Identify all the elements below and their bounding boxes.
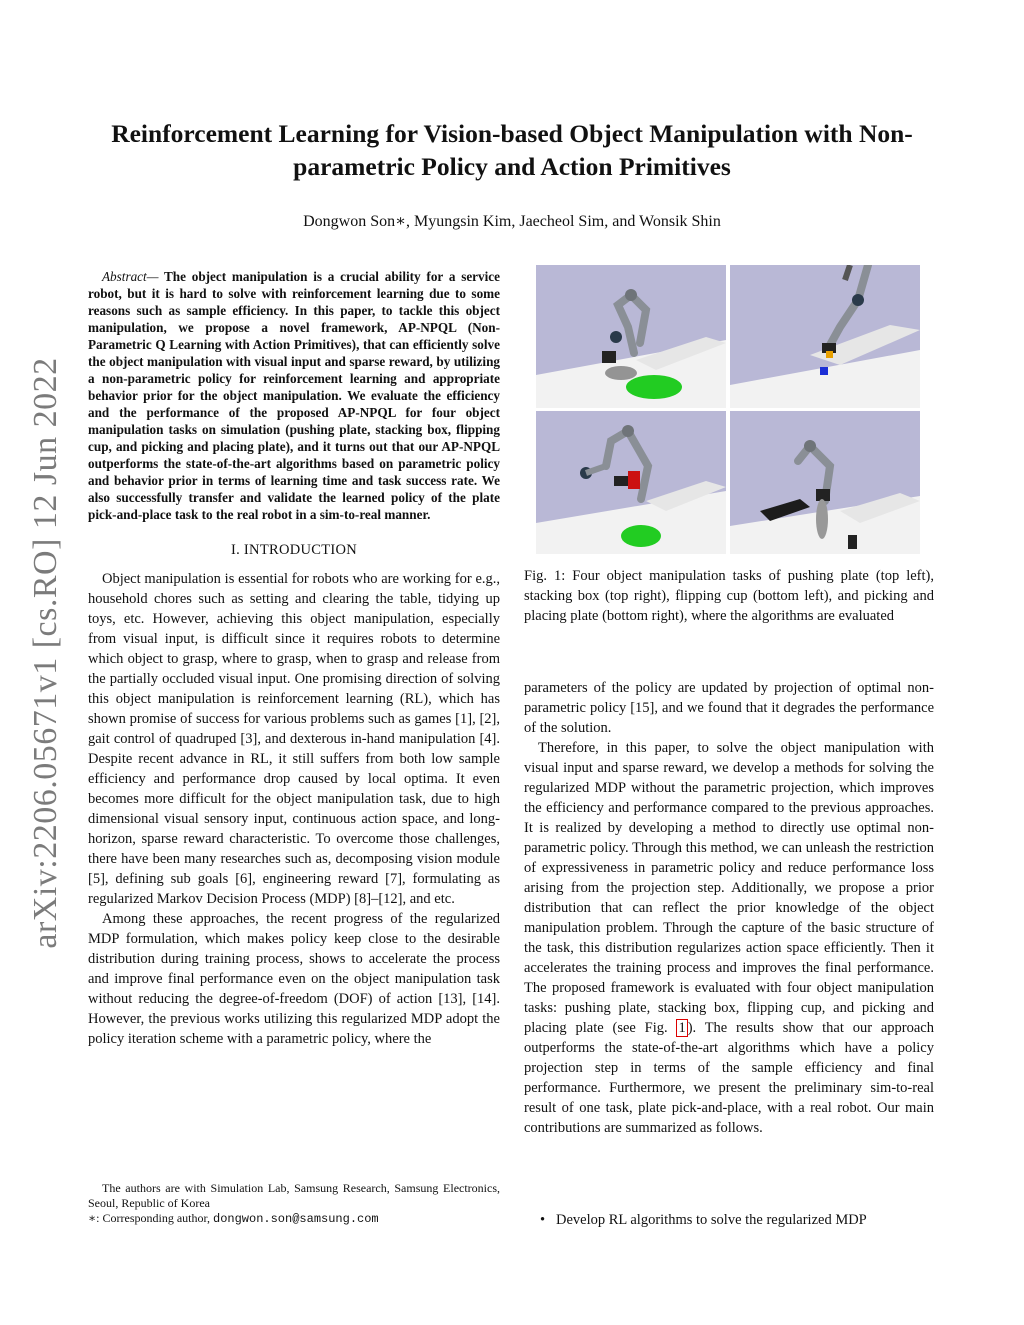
section-heading: I. INTRODUCTION <box>230 542 358 558</box>
panel-stacking-box <box>730 265 920 408</box>
panel-flipping-cup <box>536 411 726 554</box>
plate-shadow <box>605 366 637 380</box>
right-paragraph-1: parameters of the policy are updated by projection of optimal non-parametric policy [15], and we found that it degrades the performance of the solution. <box>524 680 934 736</box>
yellow-box <box>826 351 833 358</box>
green-plate <box>621 525 661 547</box>
abstract-text: The object manipulation is a crucial ability for a service robot, but it is hard to solve with reinforcement learning due to some reasons such as sample efficiency. In this paper, to tackle this object manipulation, we propose a novel framework, AP-NPQL (Non-Parametric Q Learning with Action Primitives), that can efficiently solve the object manipulation with visual input and sparse reward, by utilizing a non-parametric policy for reinforcement learning and appropriate behavior prior for the object manipulation. We evaluate the efficiency and the performance of the proposed AP-NPQL for four object manipulation tasks on simulation (pushing plate, stacking box, flipping cup, and picking and placing plate), and it turns out that our AP-NPQL outperforms the state-of-the-art algorithms based on parametric policy and behavior prior in terms of learning time and task success rate. We also successfully transfer and validate the learned policy of the plate pick-and-place task to the real robot in a sim-to-real manner. <box>88 269 500 522</box>
author-list: Dongwon Son∗, Myungsin Kim, Jaecheol Sim, and Wonsik Shin <box>303 213 721 230</box>
panel-pushing-plate <box>536 265 726 408</box>
left-column <box>88 268 500 1049</box>
arxiv-stamp: arXiv:2206.05671v1 [cs.RO] 12 Jun 2022 <box>27 356 64 949</box>
robot-joint <box>610 331 622 343</box>
gripper <box>614 476 628 486</box>
plate-rack <box>848 535 857 549</box>
figure-caption: Fig. 1: Four object manipulation tasks of pushing plate (top left), stacking box (top right), flipping cup (bottom left), and picking and placing plate (bottom right), where the algorithms are evaluated <box>524 568 934 624</box>
right-paragraph-2: Therefore, in this paper, to solve the object manipulation with visual input and sparse reward, we develop a methods for solving the regularized MDP without the parametric projection, which improves the efficiency and performance compared to the previous approaches. It is realized by developing a method to directly use optimal non-parametric policy. Through this method, we can unleash the restriction of expressiveness in parametric policy and reduce performance loss arising from the projection step. Additionally, we propose a prior distribution that can reflect the prior knowledge of the object manipulation problem. Through the capture of the basic structure of the task, this distribution regularizes action space efficiently. Then it accelerates the training process and improves the final performance. The proposed framework is evaluated with four object manipulation tasks: pushing plate, stacking box, flipping cup, and picking and placing plate (see Fig. 1 ). The results show that our approach outperforms the state-of-the-art algorithms which have a policy projection step in terms of the sample efficiency and final performance. Furthermore, we present the preliminary sim-to-real result of one task, plate pick-and-place, with a real robot. Our main contributions are summarized as follows. <box>524 740 934 1136</box>
intro-paragraph-1: Object manipulation is essential for robots who are working for e.g., household chores such as setting and clearing the table, tidying up toys, etc. However, achieving this object manipulation, especially from visual input, is difficult since it requires robots to determine which object to grasp, where to grasp, when to grasp and release from the partially occluded visual input. One promising direction of solving this object manipulation is reinforcement learning (RL), which has shown promise of success for various problems such as games [1], [2], gait control of quadruped [3], and dexterous in-hand manipulation [4]. Despite recent advance in RL, it still suffers from both low sample efficiency and performance drop caused by local optima. It even becomes more difficult for the object manipulation task, due to high dimensional visual sensory input, continuous action space, and long-horizon, sparse reward characteristic. To overcome those challenges, there have been many researches such as, decomposing vision module [5], defining sub goals [6], engineering reward [7], formulating as regularized Markov Decision Process (MDP) [8]–[12], and etc. <box>88 571 500 907</box>
bullet-dot: • <box>540 1212 546 1228</box>
gripper <box>602 351 616 363</box>
green-plate <box>626 375 682 399</box>
panel-pick-and-place-plate <box>730 411 920 554</box>
affiliation-footnote: The authors are with Simulation Lab, Samsung Research, Samsung Electronics, Seoul, Republic of Korea <box>88 1181 500 1210</box>
gray-plate <box>816 499 828 539</box>
email: dongwon.son@samsung.com <box>213 1212 379 1226</box>
blue-box <box>820 367 828 375</box>
contribution-bullet: • Develop RL algorithms to solve the regularized MDP <box>540 1212 867 1228</box>
figure-1 <box>536 265 920 554</box>
abstract-label: Abstract— <box>102 269 159 284</box>
figure-reference-link[interactable]: 1 <box>678 1020 686 1036</box>
gripper <box>816 489 830 501</box>
abstract <box>88 268 500 523</box>
corresponding-footnote: ∗: Corresponding author, dongwon.son@samsung.com <box>88 1211 379 1226</box>
footnotes <box>88 1181 500 1227</box>
red-cup <box>628 471 640 489</box>
right-column <box>524 678 934 1138</box>
intro-paragraph-2: Among these approaches, the recent progress of the regularized MDP formulation, which makes policy keep close to the desirable distribution during training process, shows to accelerate the process and improve final performance even on the object manipulation task without reducing the degree-of-freedom (DOF) of action [13], [14]. However, the previous works utilizing this regularized MDP adopt the policy iteration scheme with a parametric policy, where the <box>88 911 500 1047</box>
paper-title: Reinforcement Learning for Vision-based Object Manipulation with Non-parametric Policy and Action Primitives <box>111 119 913 181</box>
